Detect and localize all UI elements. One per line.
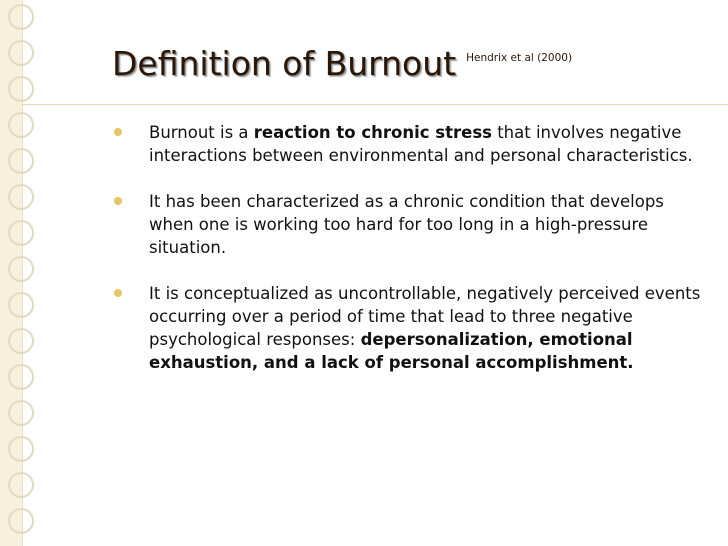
binder-ring-icon bbox=[8, 112, 34, 138]
title-divider bbox=[22, 104, 728, 105]
binder-ring-icon bbox=[8, 508, 34, 534]
bullet-item bbox=[130, 121, 710, 167]
title-text: Definition of Burnout bbox=[112, 44, 457, 83]
binder-ring-icon bbox=[8, 76, 34, 102]
bullet-item bbox=[130, 282, 710, 374]
bullet-list bbox=[130, 121, 710, 374]
binder-ring-icon bbox=[8, 256, 34, 282]
bullet-text bbox=[149, 121, 710, 167]
binder-ring-icon bbox=[8, 292, 34, 318]
bullet-item bbox=[130, 190, 710, 259]
binder-ring-icon bbox=[8, 400, 34, 426]
bullet-text-bold: reaction to chronic stress bbox=[253, 123, 492, 142]
binder-ring-icon bbox=[8, 472, 34, 498]
bullet-text bbox=[149, 282, 710, 374]
bullet-dot-icon bbox=[114, 197, 122, 205]
bullet-text: It has been characterized as a chronic condition that develops when one is working too hard for too long in a high-pressure situation. bbox=[149, 192, 664, 257]
bullet-text-plain: that involves negative interactions between environmental and personal characteristics. bbox=[149, 123, 693, 165]
bullet-dot-icon bbox=[114, 128, 122, 136]
binder-ring-icon bbox=[8, 364, 34, 390]
slide-title bbox=[112, 44, 572, 83]
title-citation: Hendrix et al (2000) bbox=[466, 52, 573, 64]
bullet-text-plain: Burnout is a bbox=[149, 123, 254, 142]
bullet-text-plain: It is conceptualized as uncontrollable, negatively perceived events occurring over a period of time that lead to three negative psychological responses: bbox=[149, 284, 701, 349]
binder-ring-icon bbox=[8, 184, 34, 210]
binder-ring-icon bbox=[8, 4, 34, 30]
binder-ring-icon bbox=[8, 436, 34, 462]
bullet-text-bold: depersonalization, emotional exhaustion, and a lack of personal accomplishment. bbox=[149, 330, 634, 372]
binder-ring-icon bbox=[8, 148, 34, 174]
bullet-dot-icon bbox=[114, 289, 122, 297]
binder-ring-icon bbox=[8, 40, 34, 66]
binder-ring-icon bbox=[8, 328, 34, 354]
binder-ring-icon bbox=[8, 220, 34, 246]
